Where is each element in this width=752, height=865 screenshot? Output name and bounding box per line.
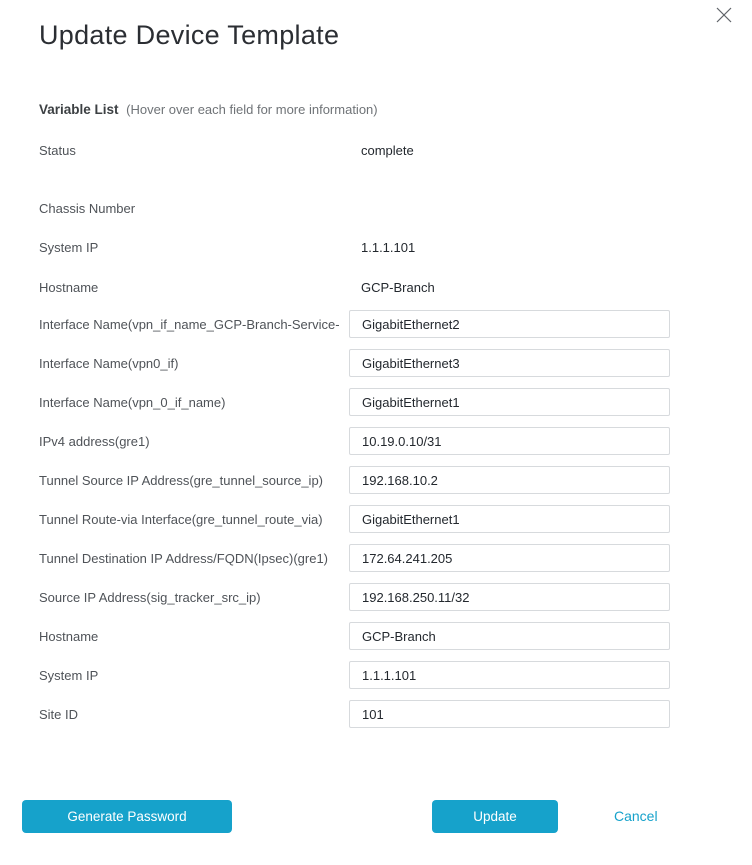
input-row-ipv4-address-gre1 bbox=[39, 427, 670, 455]
input-row-hostname bbox=[39, 622, 670, 650]
input-row-system-ip bbox=[39, 661, 670, 689]
input-row-source-ip-tracker bbox=[39, 583, 670, 611]
field-label: Tunnel Destination IP Address/FQDN(Ipsec)(gre1) bbox=[39, 550, 329, 566]
system-ip-input[interactable] bbox=[349, 661, 670, 689]
ipv4-address-gre1-input[interactable] bbox=[349, 427, 670, 455]
cancel-button[interactable]: Cancel bbox=[614, 808, 658, 824]
input-row-tunnel-destination-ip bbox=[39, 544, 670, 572]
variable-list-header bbox=[39, 102, 378, 117]
input-row-interface-name-service bbox=[39, 310, 670, 338]
update-button[interactable]: Update bbox=[432, 800, 558, 833]
close-icon[interactable] bbox=[714, 5, 734, 25]
field-label: System IP bbox=[39, 239, 99, 255]
interface-name-vpn0-if-input[interactable] bbox=[349, 349, 670, 377]
input-row-interface-name-vpn0-if-name bbox=[39, 388, 670, 416]
tunnel-source-ip-input[interactable] bbox=[349, 466, 670, 494]
site-id-input[interactable] bbox=[349, 700, 670, 728]
dialog-title: Update Device Template bbox=[39, 20, 340, 50]
static-row-system-ip bbox=[39, 237, 670, 257]
variable-list-hint: (Hover over each field for more information) bbox=[126, 102, 378, 117]
tunnel-route-via-input[interactable] bbox=[349, 505, 670, 533]
interface-name-service-input[interactable] bbox=[349, 310, 670, 338]
field-label: IPv4 address(gre1) bbox=[39, 433, 150, 449]
input-row-site-id bbox=[39, 700, 670, 728]
field-label: Hostname bbox=[39, 279, 99, 295]
source-ip-tracker-input[interactable] bbox=[349, 583, 670, 611]
field-label: Source IP Address(sig_tracker_src_ip) bbox=[39, 589, 261, 605]
input-row-tunnel-source-ip bbox=[39, 466, 670, 494]
field-label: System IP bbox=[39, 667, 99, 683]
input-row-tunnel-route-via bbox=[39, 505, 670, 533]
system-ip-value: 1.1.1.101 bbox=[361, 239, 416, 255]
field-label: Interface Name(vpn_if_name_GCP-Branch-Service- bbox=[39, 316, 340, 332]
input-row-interface-name-vpn0-if bbox=[39, 349, 670, 377]
field-label: Chassis Number bbox=[39, 200, 136, 216]
field-label: Site ID bbox=[39, 706, 79, 722]
variable-list-form bbox=[39, 140, 670, 739]
field-label: Interface Name(vpn_0_if_name) bbox=[39, 394, 226, 410]
static-row-hostname bbox=[39, 277, 670, 297]
tunnel-destination-ip-input[interactable] bbox=[349, 544, 670, 572]
field-label: Hostname bbox=[39, 628, 99, 644]
dialog-footer bbox=[0, 800, 752, 834]
variable-list-title: Variable List bbox=[39, 102, 119, 117]
status-value: complete bbox=[361, 142, 414, 158]
hostname-value: GCP-Branch bbox=[361, 279, 435, 295]
field-label: Tunnel Source IP Address(gre_tunnel_source_ip) bbox=[39, 472, 324, 488]
field-label: Status bbox=[39, 142, 76, 158]
interface-name-vpn0-if-name-input[interactable] bbox=[349, 388, 670, 416]
generate-password-button[interactable]: Generate Password bbox=[22, 800, 232, 833]
field-label: Interface Name(vpn0_if) bbox=[39, 355, 179, 371]
static-row-chassis-number bbox=[39, 198, 670, 218]
field-label: Tunnel Route-via Interface(gre_tunnel_route_via) bbox=[39, 511, 323, 527]
static-row-status bbox=[39, 140, 670, 160]
hostname-input[interactable] bbox=[349, 622, 670, 650]
